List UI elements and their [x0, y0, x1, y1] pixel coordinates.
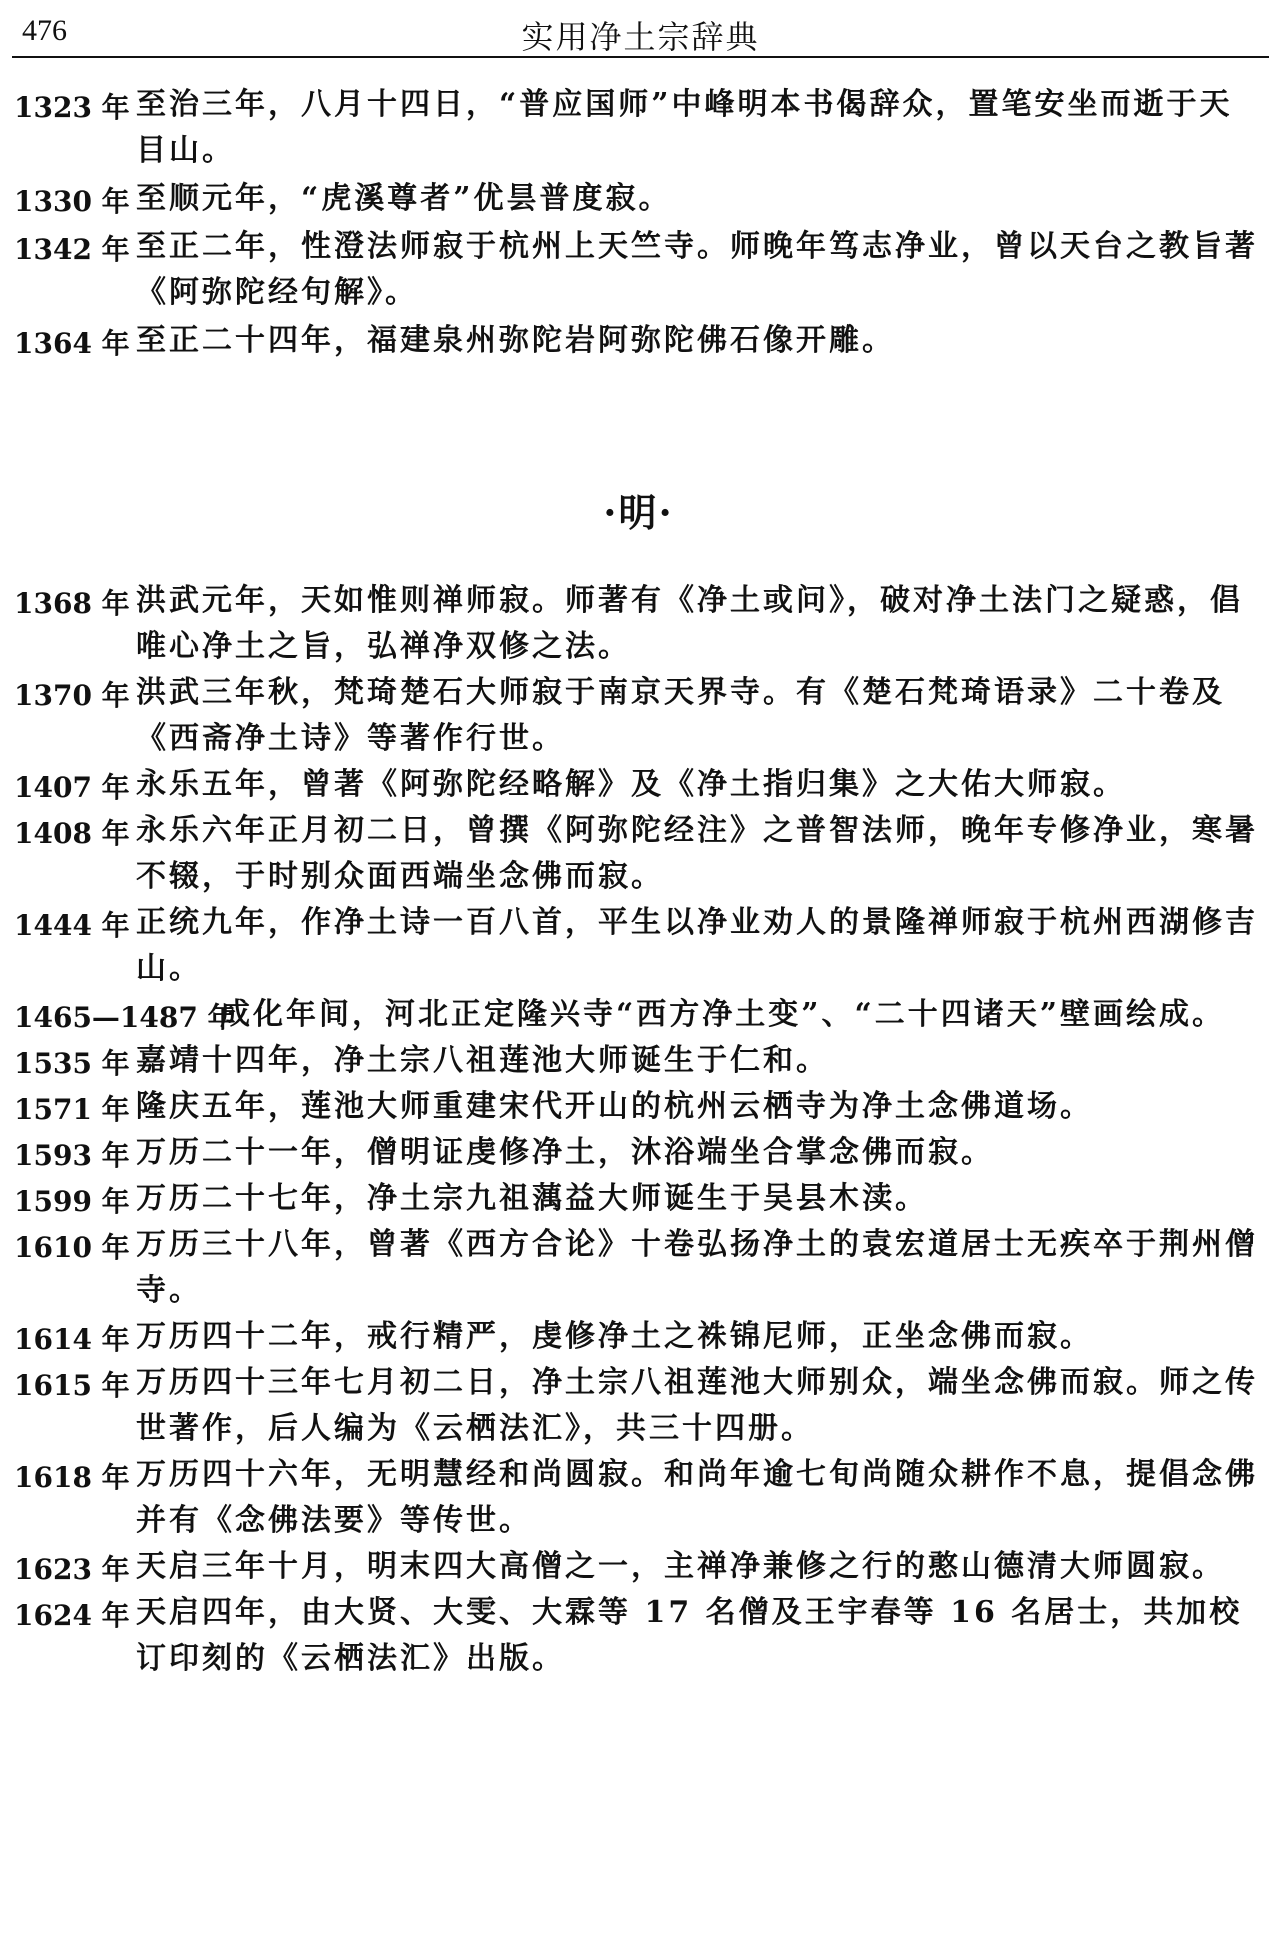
- entry-text: 正统九年，作净土诗一百八首，平生以净业劝人的景隆禅师寂于杭州西湖修吉山。: [136, 905, 1258, 986]
- timeline-entry: [0, 1130, 1277, 1176]
- header-rule: [12, 56, 1269, 58]
- timeline-entry: [0, 670, 1277, 762]
- entry-year: 1444 年: [14, 909, 130, 942]
- entry-text: 天启三年十月，明末四大高僧之一，主禅净兼修之行的憨山德清大师圆寂。: [136, 1549, 1225, 1584]
- entry-year: 1330 年: [14, 185, 130, 218]
- timeline-entry: [0, 900, 1277, 992]
- entry-year: 1599 年: [14, 1185, 130, 1218]
- timeline-entry: [0, 82, 1277, 174]
- entry-year: 1535 年: [14, 1047, 130, 1080]
- timeline-entry: [0, 992, 1277, 1038]
- timeline-entry: [0, 1222, 1277, 1314]
- timeline-entry: [0, 224, 1277, 316]
- entry-text: 至正二年，性澄法师寂于杭州上天竺寺。师晚年笃志净业，曾以天台之教旨著《阿弥陀经句解》。: [136, 229, 1258, 310]
- book-title: 实用净土宗辞典: [521, 18, 760, 56]
- entry-text: 隆庆五年，莲池大师重建宋代开山的杭州云栖寺为净土念佛道场。: [136, 1089, 1093, 1124]
- entry-text: 成化年间，河北正定隆兴寺“西方净土变”、“二十四诸天”壁画绘成。: [220, 997, 1226, 1032]
- timeline-entry: [0, 176, 1277, 222]
- entry-text: 洪武三年秋，梵琦楚石大师寂于南京天界寺。有《楚石梵琦语录》二十卷及《西斋净土诗》等著作行世。: [136, 675, 1225, 756]
- page-header: [12, 10, 1269, 56]
- entry-text: 万历二十一年，僧明证虔修净土，沐浴端坐合掌念佛而寂。: [136, 1135, 994, 1170]
- yuan-entries: [0, 82, 1277, 366]
- timeline-entry: [0, 1544, 1277, 1590]
- timeline-entry: [0, 1038, 1277, 1084]
- entry-text: 至顺元年，“虎溪尊者”优昙普度寂。: [136, 181, 672, 216]
- entry-year: 1465—1487 年: [14, 1001, 236, 1034]
- page-number: 476: [22, 14, 67, 47]
- entry-text: 万历二十七年，净土宗九祖蕅益大师诞生于吴县木渎。: [136, 1181, 928, 1216]
- entry-year: 1623 年: [14, 1553, 130, 1586]
- timeline-entry: [0, 1084, 1277, 1130]
- entry-year: 1408 年: [14, 817, 130, 850]
- entry-text: 永乐五年，曾著《阿弥陀经略解》及《净土指归集》之大佑大师寂。: [136, 767, 1126, 802]
- entry-text: 万历三十八年，曾著《西方合论》十卷弘扬净土的袁宏道居士无疾卒于荆州僧寺。: [136, 1227, 1258, 1308]
- entry-year: 1618 年: [14, 1461, 130, 1494]
- entry-text: 至治三年，八月十四日，“普应国师”中峰明本书偈辞众，置笔安坐而逝于天目山。: [136, 87, 1233, 168]
- entry-year: 1368 年: [14, 587, 130, 620]
- timeline-entry: [0, 318, 1277, 364]
- entry-year: 1593 年: [14, 1139, 130, 1172]
- entry-year: 1614 年: [14, 1323, 130, 1356]
- ming-entries: [0, 578, 1277, 1682]
- entry-text: 至正二十四年，福建泉州弥陀岩阿弥陀佛石像开雕。: [136, 323, 895, 358]
- entry-text: 天启四年，由大贤、大雯、大霖等 17 名僧及王宇春等 16 名居士，共加校订印刻的《云栖法汇》出版。: [136, 1595, 1243, 1676]
- timeline-entry: [0, 762, 1277, 808]
- entry-text: 嘉靖十四年，净土宗八祖莲池大师诞生于仁和。: [136, 1043, 829, 1078]
- entry-text: 永乐六年正月初二日，曾撰《阿弥陀经注》之普智法师，晚年专修净业，寒暑不辍，于时别众面西端坐念佛而寂。: [136, 813, 1258, 894]
- section-title-ming: ·明·: [603, 490, 674, 535]
- entry-year: 1342 年: [14, 233, 130, 266]
- entry-text: 洪武元年，天如惟则禅师寂。师著有《净土或问》，破对净土法门之疑惑，倡唯心净土之旨，弘禅净双修之法。: [136, 583, 1243, 664]
- entry-year: 1610 年: [14, 1231, 130, 1264]
- entry-year: 1615 年: [14, 1369, 130, 1402]
- entry-text: 万历四十二年，戒行精严，虔修净土之袾锦尼师，正坐念佛而寂。: [136, 1319, 1093, 1354]
- entry-year: 1370 年: [14, 679, 130, 712]
- timeline-entry: [0, 808, 1277, 900]
- timeline-entry: [0, 1452, 1277, 1544]
- timeline-entry: [0, 1314, 1277, 1360]
- entry-year: 1364 年: [14, 327, 130, 360]
- timeline-entry: [0, 578, 1277, 670]
- entry-year: 1323 年: [14, 91, 130, 124]
- entry-year: 1571 年: [14, 1093, 130, 1126]
- timeline-entry: [0, 1176, 1277, 1222]
- entry-year: 1407 年: [14, 771, 130, 804]
- timeline-entry: [0, 1590, 1277, 1682]
- entry-text: 万历四十六年，无明慧经和尚圆寂。和尚年逾七旬尚随众耕作不息，提倡念佛并有《念佛法要》等传世。: [136, 1457, 1258, 1538]
- timeline-entry: [0, 1360, 1277, 1452]
- entry-year: 1624 年: [14, 1599, 130, 1632]
- entry-text: 万历四十三年七月初二日，净土宗八祖莲池大师别众，端坐念佛而寂。师之传世著作，后人编为《云栖法汇》，共三十四册。: [136, 1365, 1258, 1446]
